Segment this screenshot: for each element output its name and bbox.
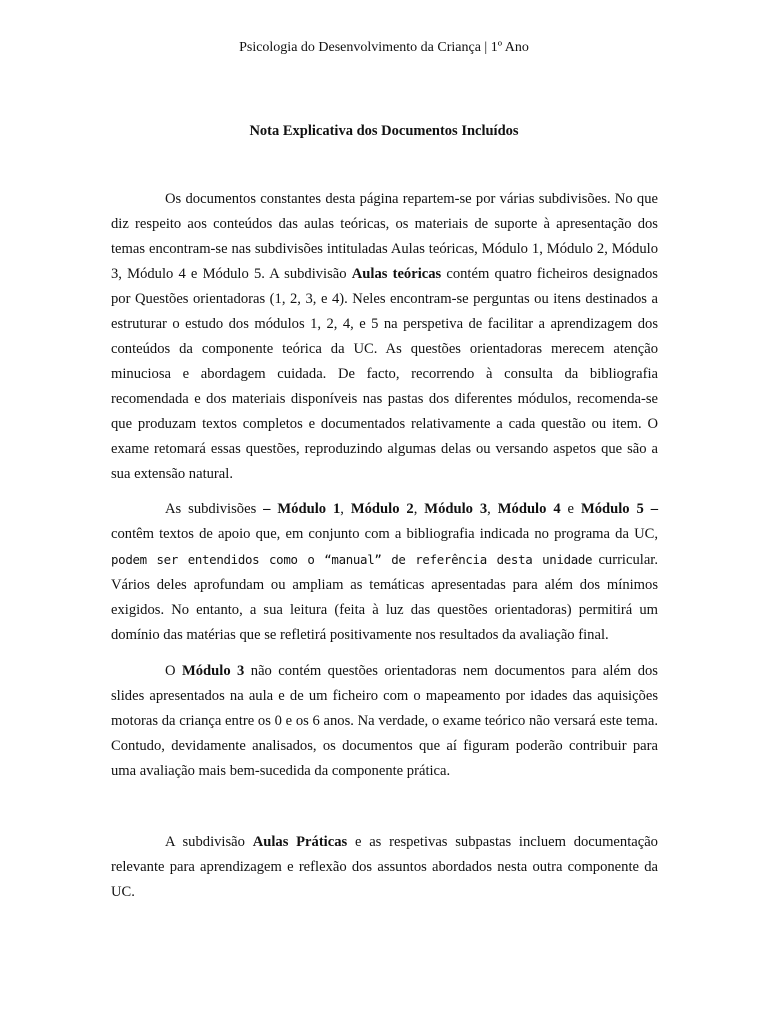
paragraph-text: , [487,501,498,517]
bold-term: Aulas Práticas [252,834,348,850]
paragraph-text: e [560,501,581,517]
paragraph-4 [111,830,658,905]
bold-term: Módulo 5 – [580,501,659,517]
paragraph-text: contém quatro ficheiros designados por Questões orientadoras (1, 2, 3, e 4). Neles encontram-se perguntas ou itens destinados a estruturar o estudo dos módulos 1, 2, 4, e 5 na perspetiva de facilitar a aprendizagem dos conteúdos da componente teórica da UC. As questões orientadoras merecem atenção minuciosa e abordagem cuidada. De facto, recorrendo à consulta da bibliografia recomendada e dos materiais disponíveis nas pastas dos diferentes módulos, recomenda-se que produzam textos completos e documentados relativamente a cada questão ou item. O exame retomará essas questões, reproduzindo algumas delas ou versando aspetos que são a sua extensão natural. [111,266,658,482]
bold-term: – Módulo 1 [263,501,341,517]
bold-term: Aulas teóricas [351,266,442,282]
paragraph-3 [111,659,658,784]
paragraph-2 [111,497,658,648]
bold-term: Módulo 3 [181,663,245,679]
paragraph-text: não contém questões orientadoras nem documentos para além dos slides apresentados na aula e de um ficheiro com o mapeamento por idades das aquisições motoras da criança entre os 0 e os 6 anos. Na verdade, o exame teórico não versará este tema. Contudo, devidamente analisados, os documentos que aí figuram poderão contribuir para uma avaliação mais bem-sucedida da componente prática. [111,663,658,779]
paragraph-text: e as respetivas subpastas incluem documentação relevante para aprendizagem e reflexão dos assuntos abordados nesta outra componente da UC. [111,834,658,900]
paragraph-1 [111,187,658,487]
paragraph-text: curricular. Vários deles aprofundam ou ampliam as temáticas apresentadas para além dos mínimos exigidos. No entanto, a sua leitura (feita à luz das questões orientadoras) permitirá um domínio das matérias que se refletirá positivamente nos resultados da avaliação final. [111,552,658,643]
paragraph-text: Os documentos constantes desta página repartem-se por várias subdivisões. No que diz respeito aos conteúdos das aulas teóricas, os materiais de suporte à apresentação dos temas encontram-se nas subdivisões intituladas Aulas teóricas, Módulo 1, Módulo 2, Módulo 3, Módulo 4 e Módulo 5. A subdivisão [111,191,658,282]
paragraph-text: O [165,663,182,679]
paragraph-text: As subdivisões [165,501,264,517]
document-title: Nota Explicativa dos Documentos Incluídos [249,123,519,139]
paragraph-text: A subdivisão [165,834,253,850]
bold-term: Módulo 3 [424,501,488,517]
monospace-text: podem ser entendidos como o “manual” de referência desta unidade [111,552,593,567]
bold-term: Módulo 2 [350,501,414,517]
bold-term: Módulo 4 [497,501,561,517]
paragraph-text: , [340,501,351,517]
paragraph-text: , [413,501,425,517]
paragraph-text: contêm textos de apoio que, em conjunto com a bibliografia indicada no programa da UC, [111,526,658,542]
running-header: Psicologia do Desenvolvimento da Criança | 1º Ano [239,40,529,55]
